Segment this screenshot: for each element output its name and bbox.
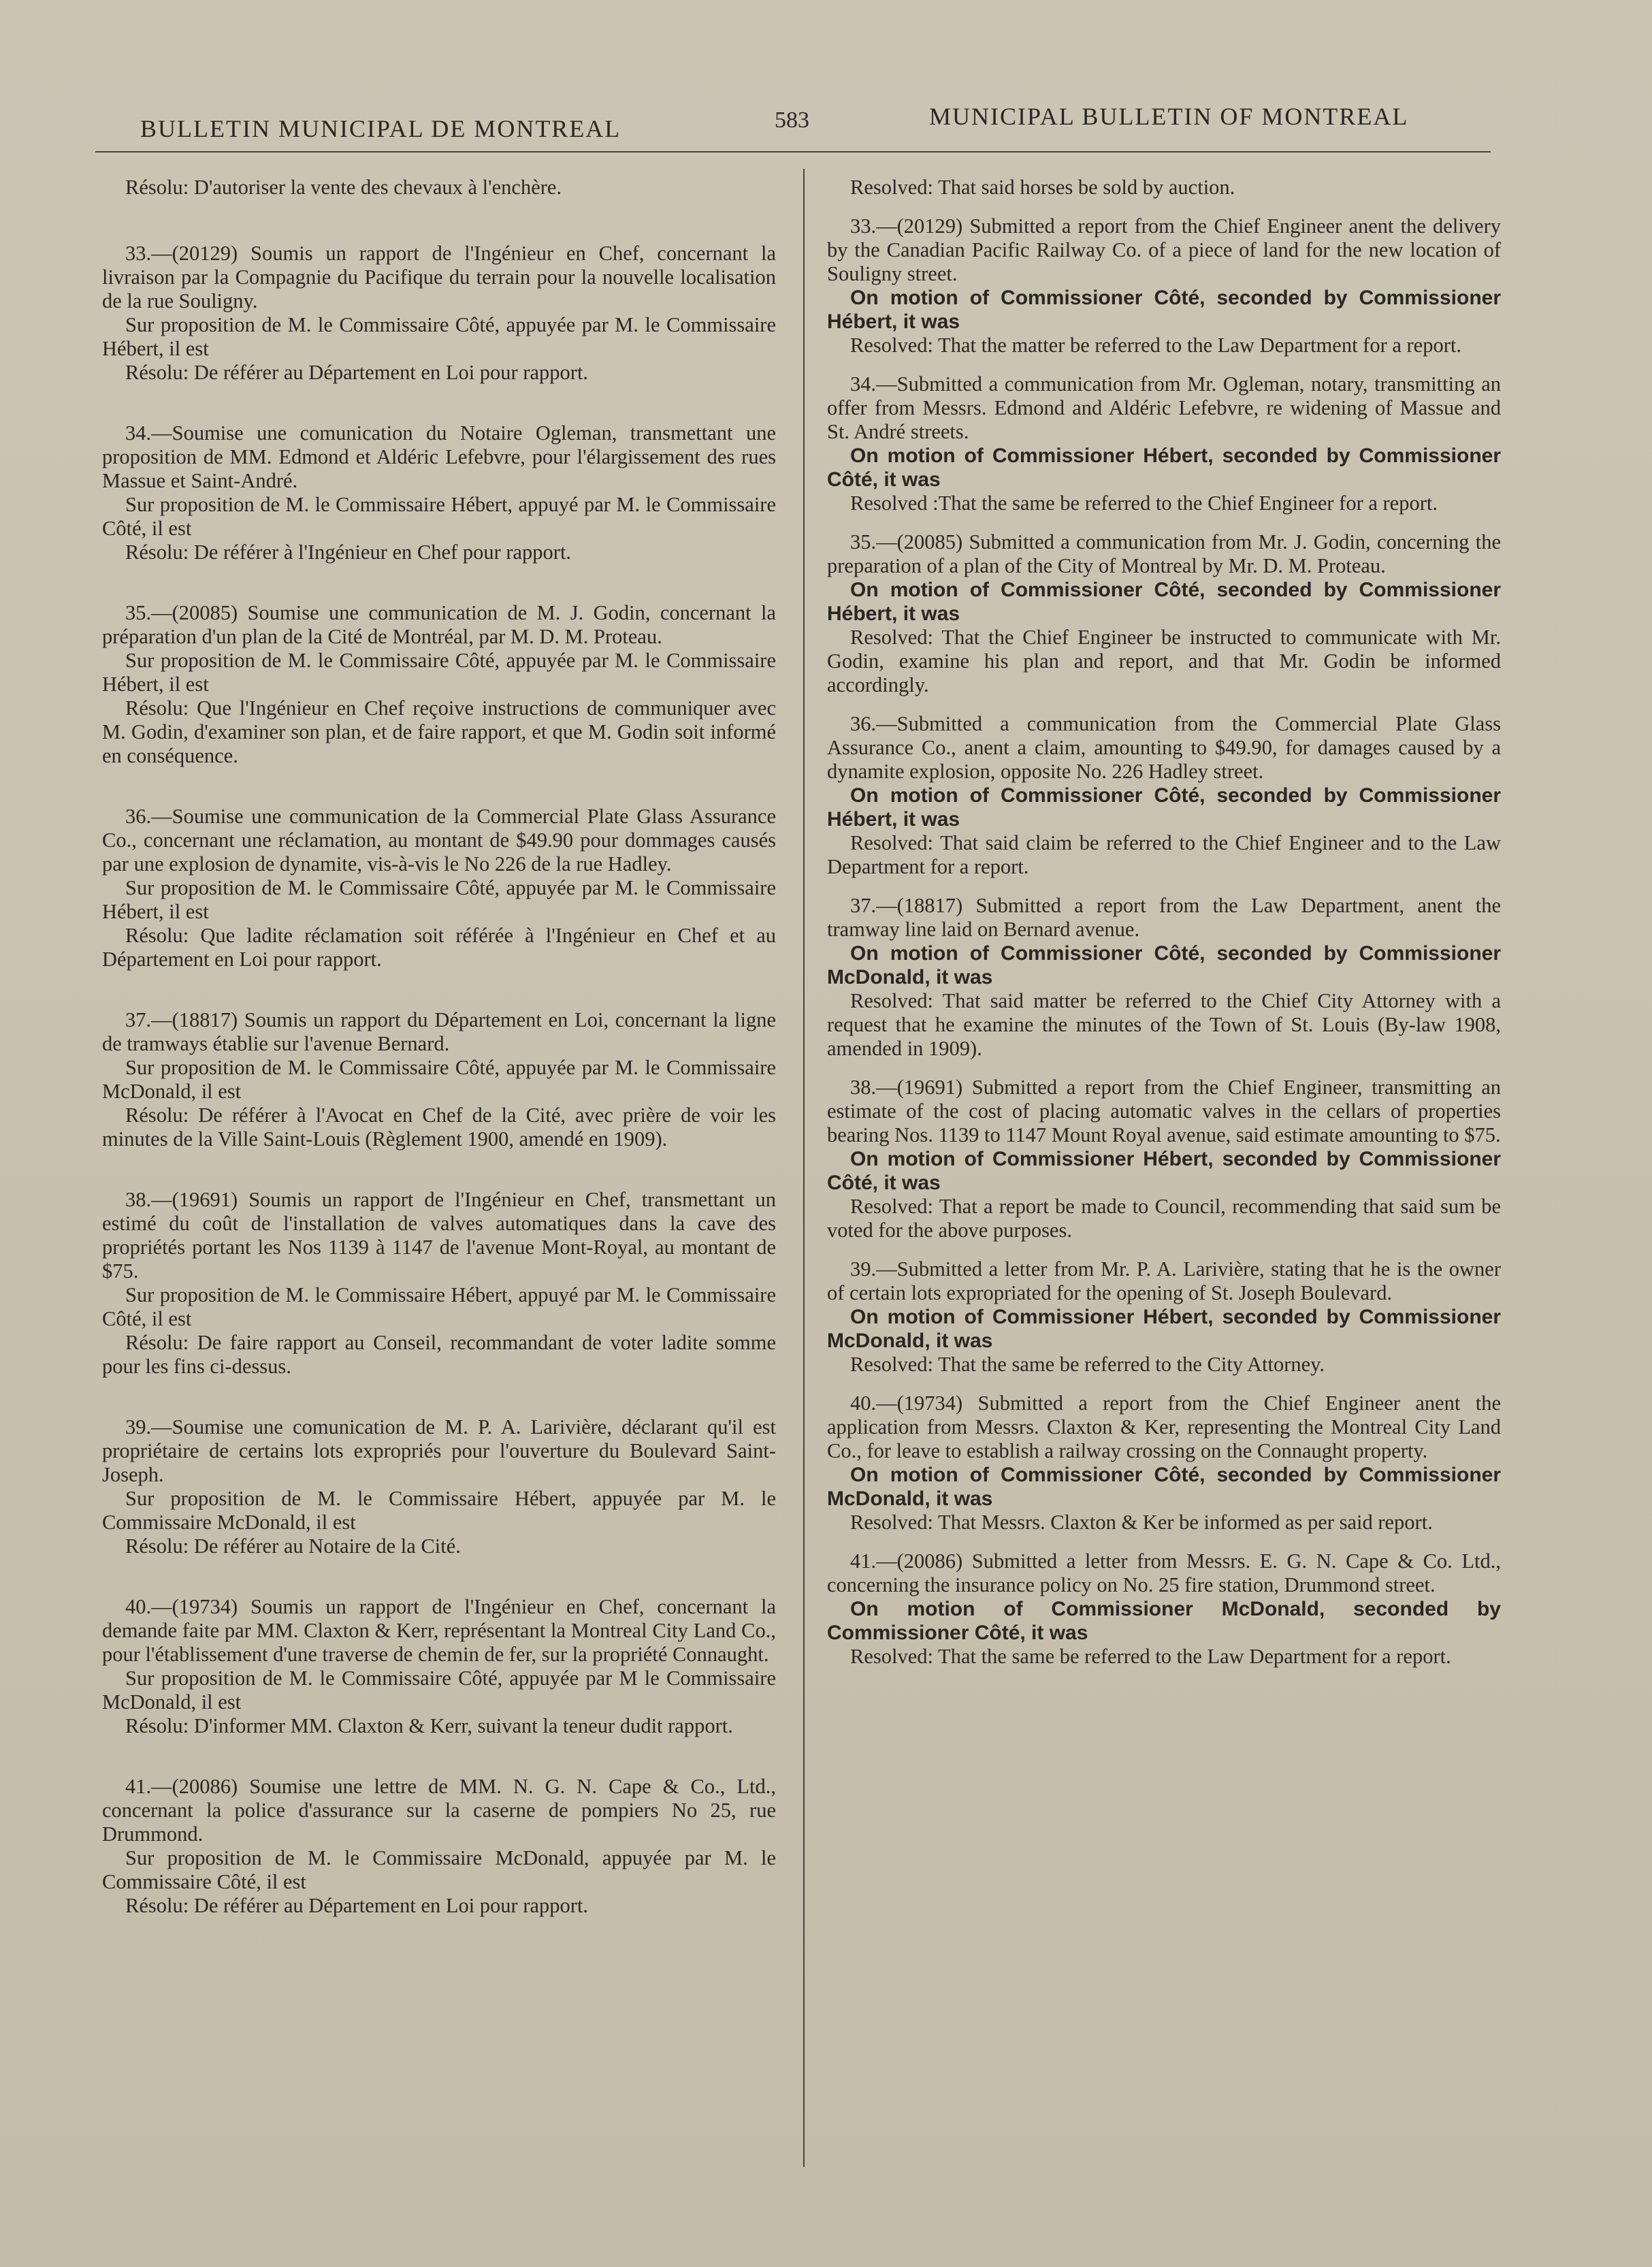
english-item-motion: On motion of Commissioner Côté, seconded by Commissioner Hébert, it was (827, 287, 1501, 333)
header-title-english: MUNICIPAL BULLETIN OF MONTREAL (929, 103, 1409, 130)
english-item-motion: On motion of Commissioner Côté, seconded by Commissioner McDonald, it was (827, 942, 1501, 988)
english-item-motion: On motion of Commissioner Hébert, seconded by Commissioner McDonald, it was (827, 1306, 1501, 1352)
english-item-resolution: Resolved: That the Chief Engineer be instructed to communicate with Mr. Godin, examine his plan and report, and that Mr. Godin be informed accordingly. (827, 626, 1501, 696)
english-item (827, 712, 1501, 879)
french-item-resolution: Résolu: De référer au Département en Loi pour rapport. (125, 1894, 589, 1917)
french-item-resolution: Résolu: De référer au Département en Loi pour rapport. (125, 361, 589, 384)
french-item-motion: Sur proposition de M. le Commissaire Hébert, appuyée par M. le Commissaire McDonald, il est (102, 1487, 776, 1534)
french-item-motion: Sur proposition de M. le Commissaire Hébert, appuyé par M. le Commissaire Côté, il est (102, 493, 776, 540)
french-item-subject: 37.—(18817) Soumis un rapport du Département en Loi, concernant la ligne de tramways établie sur l'avenue Bernard. (102, 1008, 776, 1055)
english-item-motion: On motion of Commissioner Côté, seconded by Commissioner Hébert, it was (827, 579, 1501, 625)
english-item-motion: On motion of Commissioner McDonald, seconded by Commissioner Côté, it was (827, 1598, 1501, 1644)
english-item-motion: On motion of Commissioner Hébert, seconded by Commissioner Côté, it was (827, 1148, 1501, 1194)
french-column (102, 176, 776, 1955)
english-item (827, 894, 1501, 1061)
french-item-subject: 35.—(20085) Soumise une communication de M. J. Godin, concernant la préparation d'un plan de la Cité de Montréal, par M. D. M. Proteau. (102, 601, 776, 648)
french-item-motion: Sur proposition de M. le Commissaire McDonald, appuyée par M. le Commissaire Côté, il est (102, 1846, 776, 1893)
french-item-subject: 34.—Soumise une comunication du Notaire Ogleman, transmettant une proposition de MM. Edmond et Aldéric Lefebvre, pour l'élargissement des rues Massue et Saint-André. (102, 421, 776, 492)
english-item (827, 1076, 1501, 1242)
french-item-motion: Sur proposition de M. le Commissaire Côté, appuyée par M. le Commissaire Hébert, il est (102, 649, 776, 696)
english-item (827, 1257, 1501, 1377)
english-column (827, 176, 1501, 1684)
english-item (827, 372, 1501, 515)
english-item-resolution: Resolved: That said claim be referred to the Chief Engineer and to the Law Department for a report. (827, 831, 1501, 878)
french-item-resolution: Résolu: De faire rapport au Conseil, recommandant de voter ladite somme pour les fins ci-dessus. (102, 1331, 776, 1378)
french-item (102, 242, 776, 385)
english-item-motion: On motion of Commissioner Hébert, seconded by Commissioner Côté, it was (827, 445, 1501, 491)
english-item-subject: 36.—Submitted a communication from the Commercial Plate Glass Assurance Co., anent a claim, amounting to $49.90, for damages caused by a dynamite explosion, opposite No. 226 Hadley street. (827, 712, 1501, 783)
french-item (102, 1775, 776, 1918)
header-title-french: BULLETIN MUNICIPAL DE MONTREAL (140, 115, 621, 142)
english-item-resolution: Resolved: That the matter be referred to the Law Department for a report. (850, 334, 1461, 357)
french-item (102, 421, 776, 564)
french-item (102, 1595, 776, 1738)
french-item-subject: 38.—(19691) Soumis un rapport de l'Ingénieur en Chef, transmettant un estimé du coût de l'installation de valves automatiques dans la cave des propriétés portant les Nos 1139 à 1147 de l'avenue Mont-Royal, au montant de $75. (102, 1188, 776, 1283)
english-item-subject: 40.—(19734) Submitted a report from the Chief Engineer anent the application from Messrs. Claxton & Ker, representing the Montreal City Land Co., for leave to establish a railway crossing on the Connaught property. (827, 1392, 1501, 1462)
french-item-motion: Sur proposition de M. le Commissaire Côté, appuyée par M. le Commissaire Hébert, il est (102, 313, 776, 360)
english-item-subject: 37.—(18817) Submitted a report from the Law Department, anent the tramway line laid on Bernard avenue. (827, 894, 1501, 941)
french-item (102, 1188, 776, 1379)
french-item-motion: Sur proposition de M. le Commissaire Côté, appuyée par M. le Commissaire Hébert, il est (102, 876, 776, 923)
page-number: 583 (775, 108, 809, 133)
french-item-resolution: Résolu: Que ladite réclamation soit référée à l'Ingénieur en Chef et au Département en Loi pour rapport. (102, 924, 776, 971)
english-item-resolution: Resolved: That said matter be referred to the Chief City Attorney with a request that he examine the minutes of the Town of St. Louis (By-law 1908, amended in 1909). (827, 989, 1501, 1060)
french-item (102, 601, 776, 768)
english-item-motion: On motion of Commissioner Côté, seconded by Commissioner McDonald, it was (827, 1464, 1501, 1510)
french-item-resolution: Résolu: De référer à l'Avocat en Chef de la Cité, avec prière de voir les minutes de la Ville Saint-Louis (Règlement 1900, amendé en 1909). (102, 1104, 776, 1151)
english-item-resolution: Resolved: That Messrs. Claxton & Ker be informed as per said report. (850, 1511, 1433, 1534)
french-item-motion: Sur proposition de M. le Commissaire Hébert, appuyé par M. le Commissaire Côté, il est (102, 1283, 776, 1330)
french-item-subject: 39.—Soumise une comunication de M. P. A. Larivière, déclarant qu'il est propriétaire de certains lots expropriés pour l'ouverture du Boulevard Saint-Joseph. (102, 1415, 776, 1486)
english-item (827, 214, 1501, 357)
french-item-resolution: Résolu: De référer au Notaire de la Cité. (125, 1534, 461, 1558)
english-item-subject: 34.—Submitted a communication from Mr. Ogleman, notary, transmitting an offer from Messrs. Edmond and Aldéric Lefebvre, re widening of Massue and St. André streets. (827, 372, 1501, 443)
english-item-subject: 38.—(19691) Submitted a report from the Chief Engineer, transmitting an estimate of the cost of placing automatic valves in the cellars of properties bearing Nos. 1139 to 1147 Mount Royal avenue, said estimate amounting to $75. (827, 1076, 1501, 1146)
english-item-resolution: Resolved :That the same be referred to the Chief Engineer for a report. (850, 492, 1438, 515)
french-item-resolution: Résolu: Que l'Ingénieur en Chef reçoive instructions de communiquer avec M. Godin, d'examiner son plan, et de faire rapport, et que M. Godin soit informé en conséquence. (102, 696, 776, 767)
french-item-subject: 36.—Soumise une communication de la Commercial Plate Glass Assurance Co., concernant une réclamation, au montant de $49.90 pour dommages causés par une explosion de dynamite, vis-à-vis le No 226 de la rue Hadley. (102, 805, 776, 875)
french-item-motion: Sur proposition de M. le Commissaire Côté, appuyée par M le Commissaire McDonald, il est (102, 1667, 776, 1714)
french-item (102, 1008, 776, 1151)
english-item (827, 1392, 1501, 1534)
french-item (102, 1415, 776, 1558)
french-item-resolution: Résolu: D'informer MM. Claxton & Kerr, suivant la teneur dudit rapport. (125, 1714, 733, 1737)
english-item-subject: 35.—(20085) Submitted a communication from Mr. J. Godin, concerning the preparation of a plan of the City of Montreal by Mr. D. M. Proteau. (827, 530, 1501, 577)
english-item-subject: 33.—(20129) Submitted a report from the Chief Engineer anent the delivery by the Canadian Pacific Railway Co. of a piece of land for the new location of Souligny street. (827, 214, 1501, 285)
english-item-resolution: Resolved: That the same be referred to the City Attorney. (850, 1353, 1325, 1376)
french-item (102, 805, 776, 971)
english-item (827, 530, 1501, 697)
page-header (136, 95, 1491, 150)
french-item-motion: Sur proposition de M. le Commissaire Côté, appuyée par M. le Commissaire McDonald, il est (102, 1056, 776, 1103)
english-item-subject: 41.—(20086) Submitted a letter from Messrs. E. G. N. Cape & Co. Ltd., concerning the insurance policy on No. 25 fire station, Drummond street. (827, 1549, 1501, 1596)
french-item-subject: 33.—(20129) Soumis un rapport de l'Ingénieur en Chef, concernant la livraison par la Compagnie du Pacifique du terrain pour la nouvelle localisation de la rue Souligny. (102, 242, 776, 312)
header-rule (95, 151, 1491, 152)
english-intro-resolution: Resolved: That said horses be sold by auction. (850, 176, 1235, 199)
english-item-resolution: Resolved: That the same be referred to the Law Department for a report. (850, 1645, 1451, 1668)
english-item-subject: 39.—Submitted a letter from Mr. P. A. Larivière, stating that he is the owner of certain lots expropriated for the opening of St. Joseph Boulevard. (827, 1257, 1501, 1304)
french-item-subject: 40.—(19734) Soumis un rapport de l'Ingénieur en Chef, concernant la demande faite par MM. Claxton & Kerr, représentant la Montreal City Land Co., pour l'établissement d'une traverse de chemin de fer, sur la propriété Connaught. (102, 1595, 776, 1666)
english-item (827, 1549, 1501, 1669)
english-item-motion: On motion of Commissioner Côté, seconded by Commissioner Hébert, it was (827, 784, 1501, 831)
column-divider (803, 169, 805, 2167)
english-item-resolution: Resolved: That a report be made to Council, recommending that said sum be voted for the above purposes. (827, 1195, 1501, 1242)
french-item-subject: 41.—(20086) Soumise une lettre de MM. N. G. N. Cape & Co., Ltd., concernant la police d'assurance sur la caserne de pompiers No 25, rue Drummond. (102, 1775, 776, 1846)
french-intro-resolution: Résolu: D'autoriser la vente des chevaux à l'enchère. (125, 176, 562, 199)
french-item-resolution: Résolu: De référer à l'Ingénieur en Chef pour rapport. (125, 541, 572, 564)
